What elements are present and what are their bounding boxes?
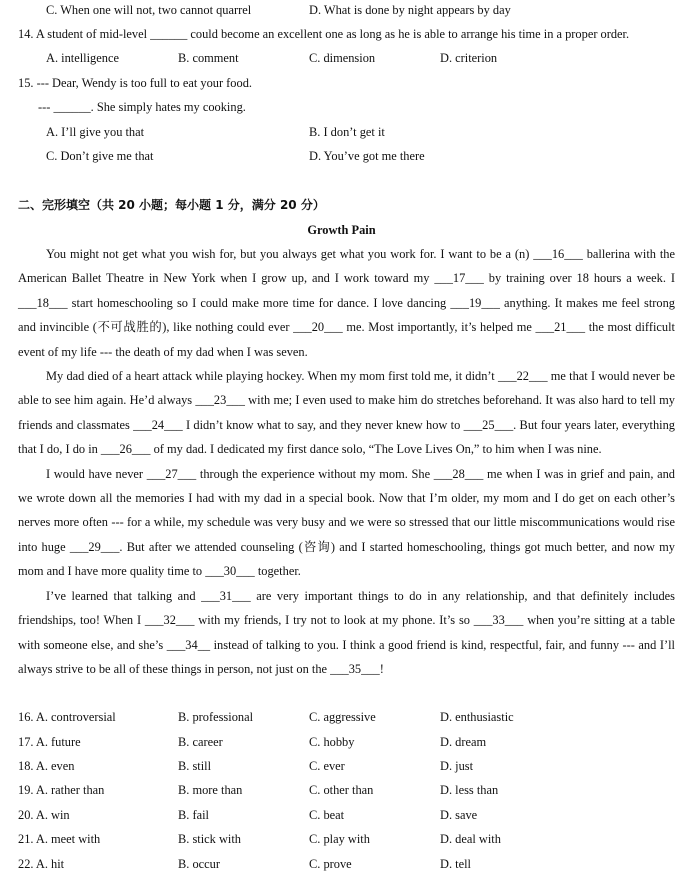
answer-option-d: D. dream — [440, 735, 487, 749]
answer-option-b: B. professional — [178, 710, 254, 724]
answer-option-b: B. stick with — [178, 832, 241, 846]
answer-row — [0, 803, 683, 827]
answer-option-c: C. beat — [309, 808, 345, 822]
answer-option-c: C. prove — [309, 857, 352, 871]
passage-paragraph-1: You might not get what you wish for, but you always get what you work for. I want to be a (n) ___16___ ballerina with the American Ballet Theatre in New York when I grow up, and I work toward my ___17___ by training over 18 hours a week. I ___18___ start homeschooling so I could make more time for dance. I love dancing ___19___ anything. It makes me feel strong and invincible (不可战胜的), like nothing could ever ___20___ me. Most importantly, it’s helped me ___21___ the most difficult event of my life --- the death of my dad when I was seven. — [18, 247, 675, 359]
q15-option-d: D. You’ve got me there — [309, 149, 425, 163]
passage-paragraph-3: I would have never ___27___ through the experience without my mom. She ___28___ me when I was in grief and pain, and we wrote down all the memories I had with my dad in a special book. Now that I’m older, my mom and I do get on each other’s nerves more often --- for a while, my schedule was very busy and we were so stressed that our little miscommunications would rise into huge ___29___. But after we attended counseling (咨询) and I started homeschooling, things got much better, and now my mom and I have more quality time to ___30___ together. — [18, 466, 675, 579]
answer-option-d: D. enthusiastic — [440, 710, 514, 724]
q15-stem-row — [0, 71, 683, 95]
answer-option-a: 16. A. controversial — [18, 710, 116, 724]
answer-row — [0, 852, 683, 876]
q14-option-d: D. criterion — [440, 51, 498, 65]
passage — [18, 242, 675, 681]
q15-stem2-row — [0, 95, 683, 119]
answer-row — [0, 754, 683, 778]
q15-option-b: B. I don’t get it — [309, 125, 385, 139]
answer-option-a: 21. A. meet with — [18, 832, 101, 846]
q15-options-row-2 — [0, 144, 683, 168]
answer-option-d: D. deal with — [440, 832, 501, 846]
q14-stem: 14. A student of mid-level ______ could become an excellent one as long as he is able to arrange his time in a proper order. — [18, 27, 630, 41]
q15-stem: 15. --- Dear, Wendy is too full to eat your food. — [18, 76, 252, 90]
answer-row — [0, 778, 683, 802]
answer-option-b: B. fail — [178, 808, 209, 822]
answer-option-d: D. save — [440, 808, 478, 822]
q14-option-b: B. comment — [178, 51, 239, 65]
passage-paragraph-2: My dad died of a heart attack while playing hockey. When my mom first told me, it didn’t ___22___ me that I would never be able to see him again. He’d always ___23___ with me; I even used to make him do stretches beforehand. It was also hard to tell my friends and classmates ___24___ I didn’t know what to say, and they never knew how to ___25___. But four years later, everything that I do, I do in ___26___ of my dad. I dedicated my first dance solo, “The Love Lives On,” to him when I was nine. — [18, 369, 675, 457]
passage-paragraph-4: I’ve learned that talking and ___31___ are very important things to do in any relationship, and that definitely includes friendships, too! When I ___32___ with my friends, I try not to look at my phone. It’s so ___33___ when you’re sitting at a table with someone else, and she’s ___34__ instead of talking to you. I think a good friend is kind, respectful, fair, and funny --- and I’ll always strive to be all of these things in person, not just on the ___35___! — [18, 588, 675, 676]
q14-stem-row — [0, 22, 683, 46]
q14-option-c: C. dimension — [309, 51, 376, 65]
answer-option-c: C. hobby — [309, 735, 355, 749]
answer-option-b: B. occur — [178, 857, 220, 871]
section-heading: 二、完形填空（共 20 小题；每小题 1 分，满分 20 分） — [18, 198, 325, 212]
answer-option-b: B. career — [178, 735, 223, 749]
q14-option-a: A. intelligence — [46, 51, 119, 65]
q15-options-row-1 — [0, 120, 683, 144]
answer-option-a: 17. A. future — [18, 735, 81, 749]
answer-option-c: C. aggressive — [309, 710, 376, 724]
answer-row — [0, 705, 683, 729]
q15-stem-2: --- ______. She simply hates my cooking. — [38, 100, 246, 114]
answer-row — [0, 730, 683, 754]
answer-option-c: C. other than — [309, 783, 374, 797]
answer-row — [0, 827, 683, 851]
answer-option-a: 22. A. hit — [18, 857, 65, 871]
q13-options-row — [0, 0, 683, 22]
q14-options-row — [0, 46, 683, 70]
answer-option-c: C. play with — [309, 832, 370, 846]
q15-option-a: A. I’ll give you that — [46, 125, 145, 139]
answer-option-b: B. more than — [178, 783, 243, 797]
q15-option-c: C. Don’t give me that — [46, 149, 154, 163]
q13-option-d: D. What is done by night appears by day — [309, 3, 511, 17]
answer-option-d: D. tell — [440, 857, 471, 871]
answer-option-a: 18. A. even — [18, 759, 75, 773]
passage-title: Growth Pain — [307, 223, 376, 237]
answer-option-d: D. less than — [440, 783, 499, 797]
q13-option-c: C. When one will not, two cannot quarrel — [46, 3, 252, 17]
answer-option-b: B. still — [178, 759, 212, 773]
answer-option-d: D. just — [440, 759, 474, 773]
answer-option-a: 19. A. rather than — [18, 783, 105, 797]
section-heading-row — [0, 193, 683, 217]
answer-option-c: C. ever — [309, 759, 345, 773]
answer-option-a: 20. A. win — [18, 808, 70, 822]
